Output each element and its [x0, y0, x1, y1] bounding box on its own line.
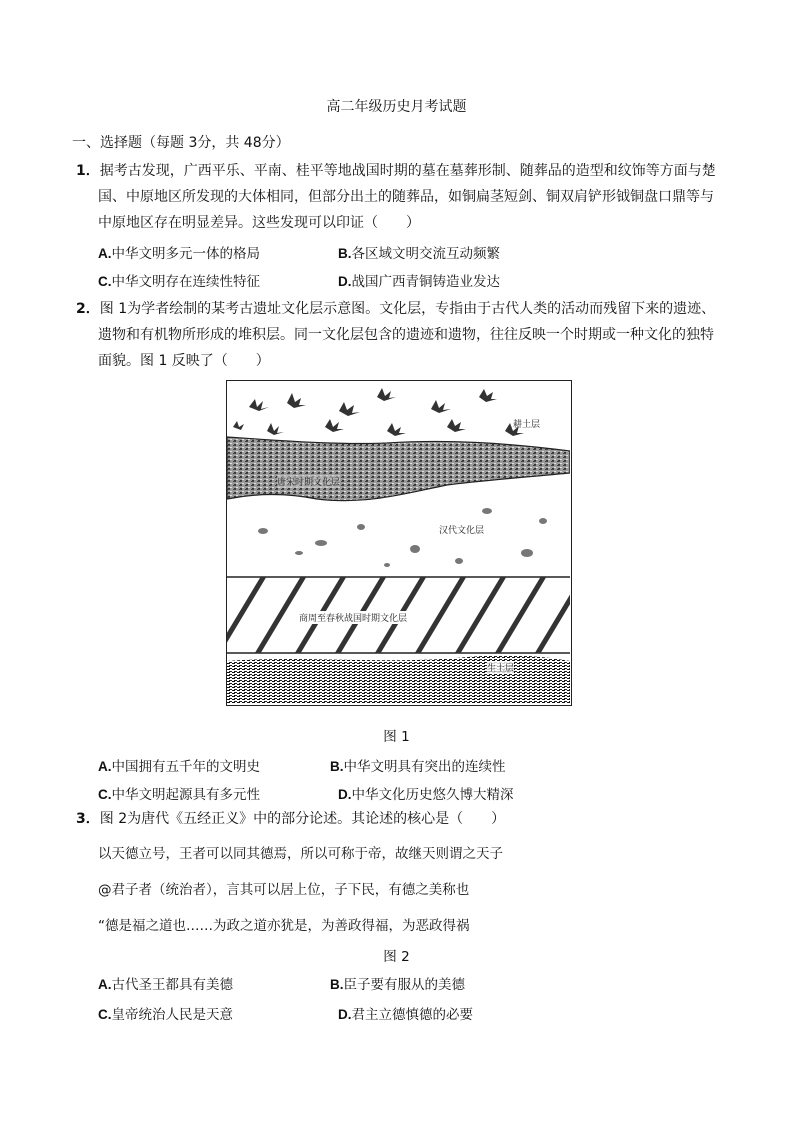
- question-2-line-3: 面貌。图 1 反映了（ ）: [98, 353, 270, 369]
- section-heading: 一、选择题（每题 3分，共 48分）: [72, 135, 290, 151]
- option-text: 中华文明多元一体的格局: [111, 246, 260, 262]
- layer-label-shang-zhou: 商周至春秋战国时期文化层: [299, 611, 407, 624]
- option-text: 君主立德慎德的必要: [351, 1007, 473, 1023]
- option-text: 战国广西青铜铸造业发达: [351, 274, 500, 290]
- option-text: 各区域文明交流互动频繁: [351, 246, 500, 262]
- q3-option-a[interactable]: [98, 973, 233, 993]
- layer-label-plough: 耕土层: [513, 420, 541, 430]
- q1-option-a[interactable]: [98, 242, 260, 262]
- q1-option-c[interactable]: [98, 270, 260, 290]
- question-3-line-1: [76, 806, 505, 832]
- layer-label-han: 汉代文化层: [439, 526, 485, 536]
- stratigraphy-figure: [226, 380, 572, 706]
- q2-option-a[interactable]: [98, 755, 260, 775]
- quote-3: “德是福之道也……为政之道亦犹是，为善政得福，为恶政得祸: [98, 918, 470, 934]
- question-2-line-1: [76, 296, 715, 322]
- q2-option-b[interactable]: [330, 755, 506, 775]
- option-letter: C.: [98, 1007, 112, 1022]
- question-1-line-1: [76, 158, 716, 184]
- question-1-line-2: 国、中原地区所发现的大体相同，但部分出土的随葬品，如铜扁茎短剑、铜双肩铲形钺铜盘口鼎等与: [98, 189, 714, 205]
- q3-option-b[interactable]: [330, 973, 465, 993]
- layer-label-tang-song: 唐宋时期文化层: [277, 475, 340, 488]
- question-number: 1．: [76, 163, 100, 179]
- question-2-line-2: 遗物和有机物所形成的堆积层。同一文化层包含的遗迹和遗物，往往反映一个时期或一种文化的独特: [98, 327, 714, 343]
- option-text: 中国拥有五千年的文明史: [111, 759, 260, 775]
- option-letter: B.: [338, 246, 352, 261]
- han-layer-marks: [258, 508, 547, 567]
- page-title: 高二年级历史月考试题: [326, 99, 467, 115]
- layer-label-natural: 生土层: [487, 661, 514, 674]
- option-letter: A.: [98, 977, 112, 992]
- option-letter: C.: [98, 787, 112, 802]
- option-letter: C.: [98, 274, 112, 289]
- question-text: 图 1为学者绘制的某考古遗址文化层示意图。文化层，专指由于古代人类的活动而残留下来的遗迹、: [99, 301, 716, 317]
- plant-marks: [233, 388, 524, 436]
- option-text: 臣子要有服从的美德: [343, 977, 465, 993]
- question-number: 2．: [76, 301, 100, 317]
- figure-2-caption: 图 2: [383, 949, 410, 965]
- q2-option-d[interactable]: [338, 783, 514, 803]
- q3-option-c[interactable]: [98, 1003, 233, 1023]
- q2-option-c[interactable]: [98, 783, 260, 803]
- option-letter: D.: [338, 787, 352, 802]
- option-text: 中华文明起源具有多元性: [111, 787, 260, 803]
- question-number: 3．: [76, 811, 100, 827]
- option-letter: A.: [98, 759, 112, 774]
- option-text: 中华文化历史悠久博大精深: [351, 787, 514, 803]
- quote-2: @君子者（统治者），言其可以居上位，子下民，有德之美称也: [98, 882, 470, 898]
- natural-soil-band: [227, 655, 570, 704]
- option-letter: B.: [330, 977, 344, 992]
- option-text: 中华文明存在连续性特征: [111, 274, 260, 290]
- option-letter: A.: [98, 246, 112, 261]
- option-text: 皇帝统治人民是天意: [111, 1007, 233, 1023]
- quote-1: 以天德立号，王者可以同其德焉，所以可称于帝，故继天则谓之天子: [98, 846, 503, 862]
- tang-song-layer-band: [227, 437, 570, 501]
- figure-1-caption: 图 1: [383, 729, 410, 745]
- q1-option-d[interactable]: [338, 270, 500, 290]
- option-letter: D.: [338, 1007, 352, 1022]
- option-text: 古代圣王都具有美德: [111, 977, 233, 993]
- q1-option-b[interactable]: [338, 242, 500, 262]
- option-letter: D.: [338, 274, 352, 289]
- option-letter: B.: [330, 759, 344, 774]
- option-text: 中华文明具有突出的连续性: [343, 759, 506, 775]
- question-1-line-3: 中原地区存在明显差异。这些发现可以印证（ ）: [98, 215, 420, 231]
- question-text: 图 2为唐代《五经正义》中的部分论述。其论述的核心是（ ）: [99, 811, 506, 827]
- q3-option-d[interactable]: [338, 1003, 473, 1023]
- question-text: 据考古发现，广西平乐、平南、桂平等地战国时期的墓在墓葬形制、随葬品的造型和纹饰等方面与楚: [99, 163, 716, 179]
